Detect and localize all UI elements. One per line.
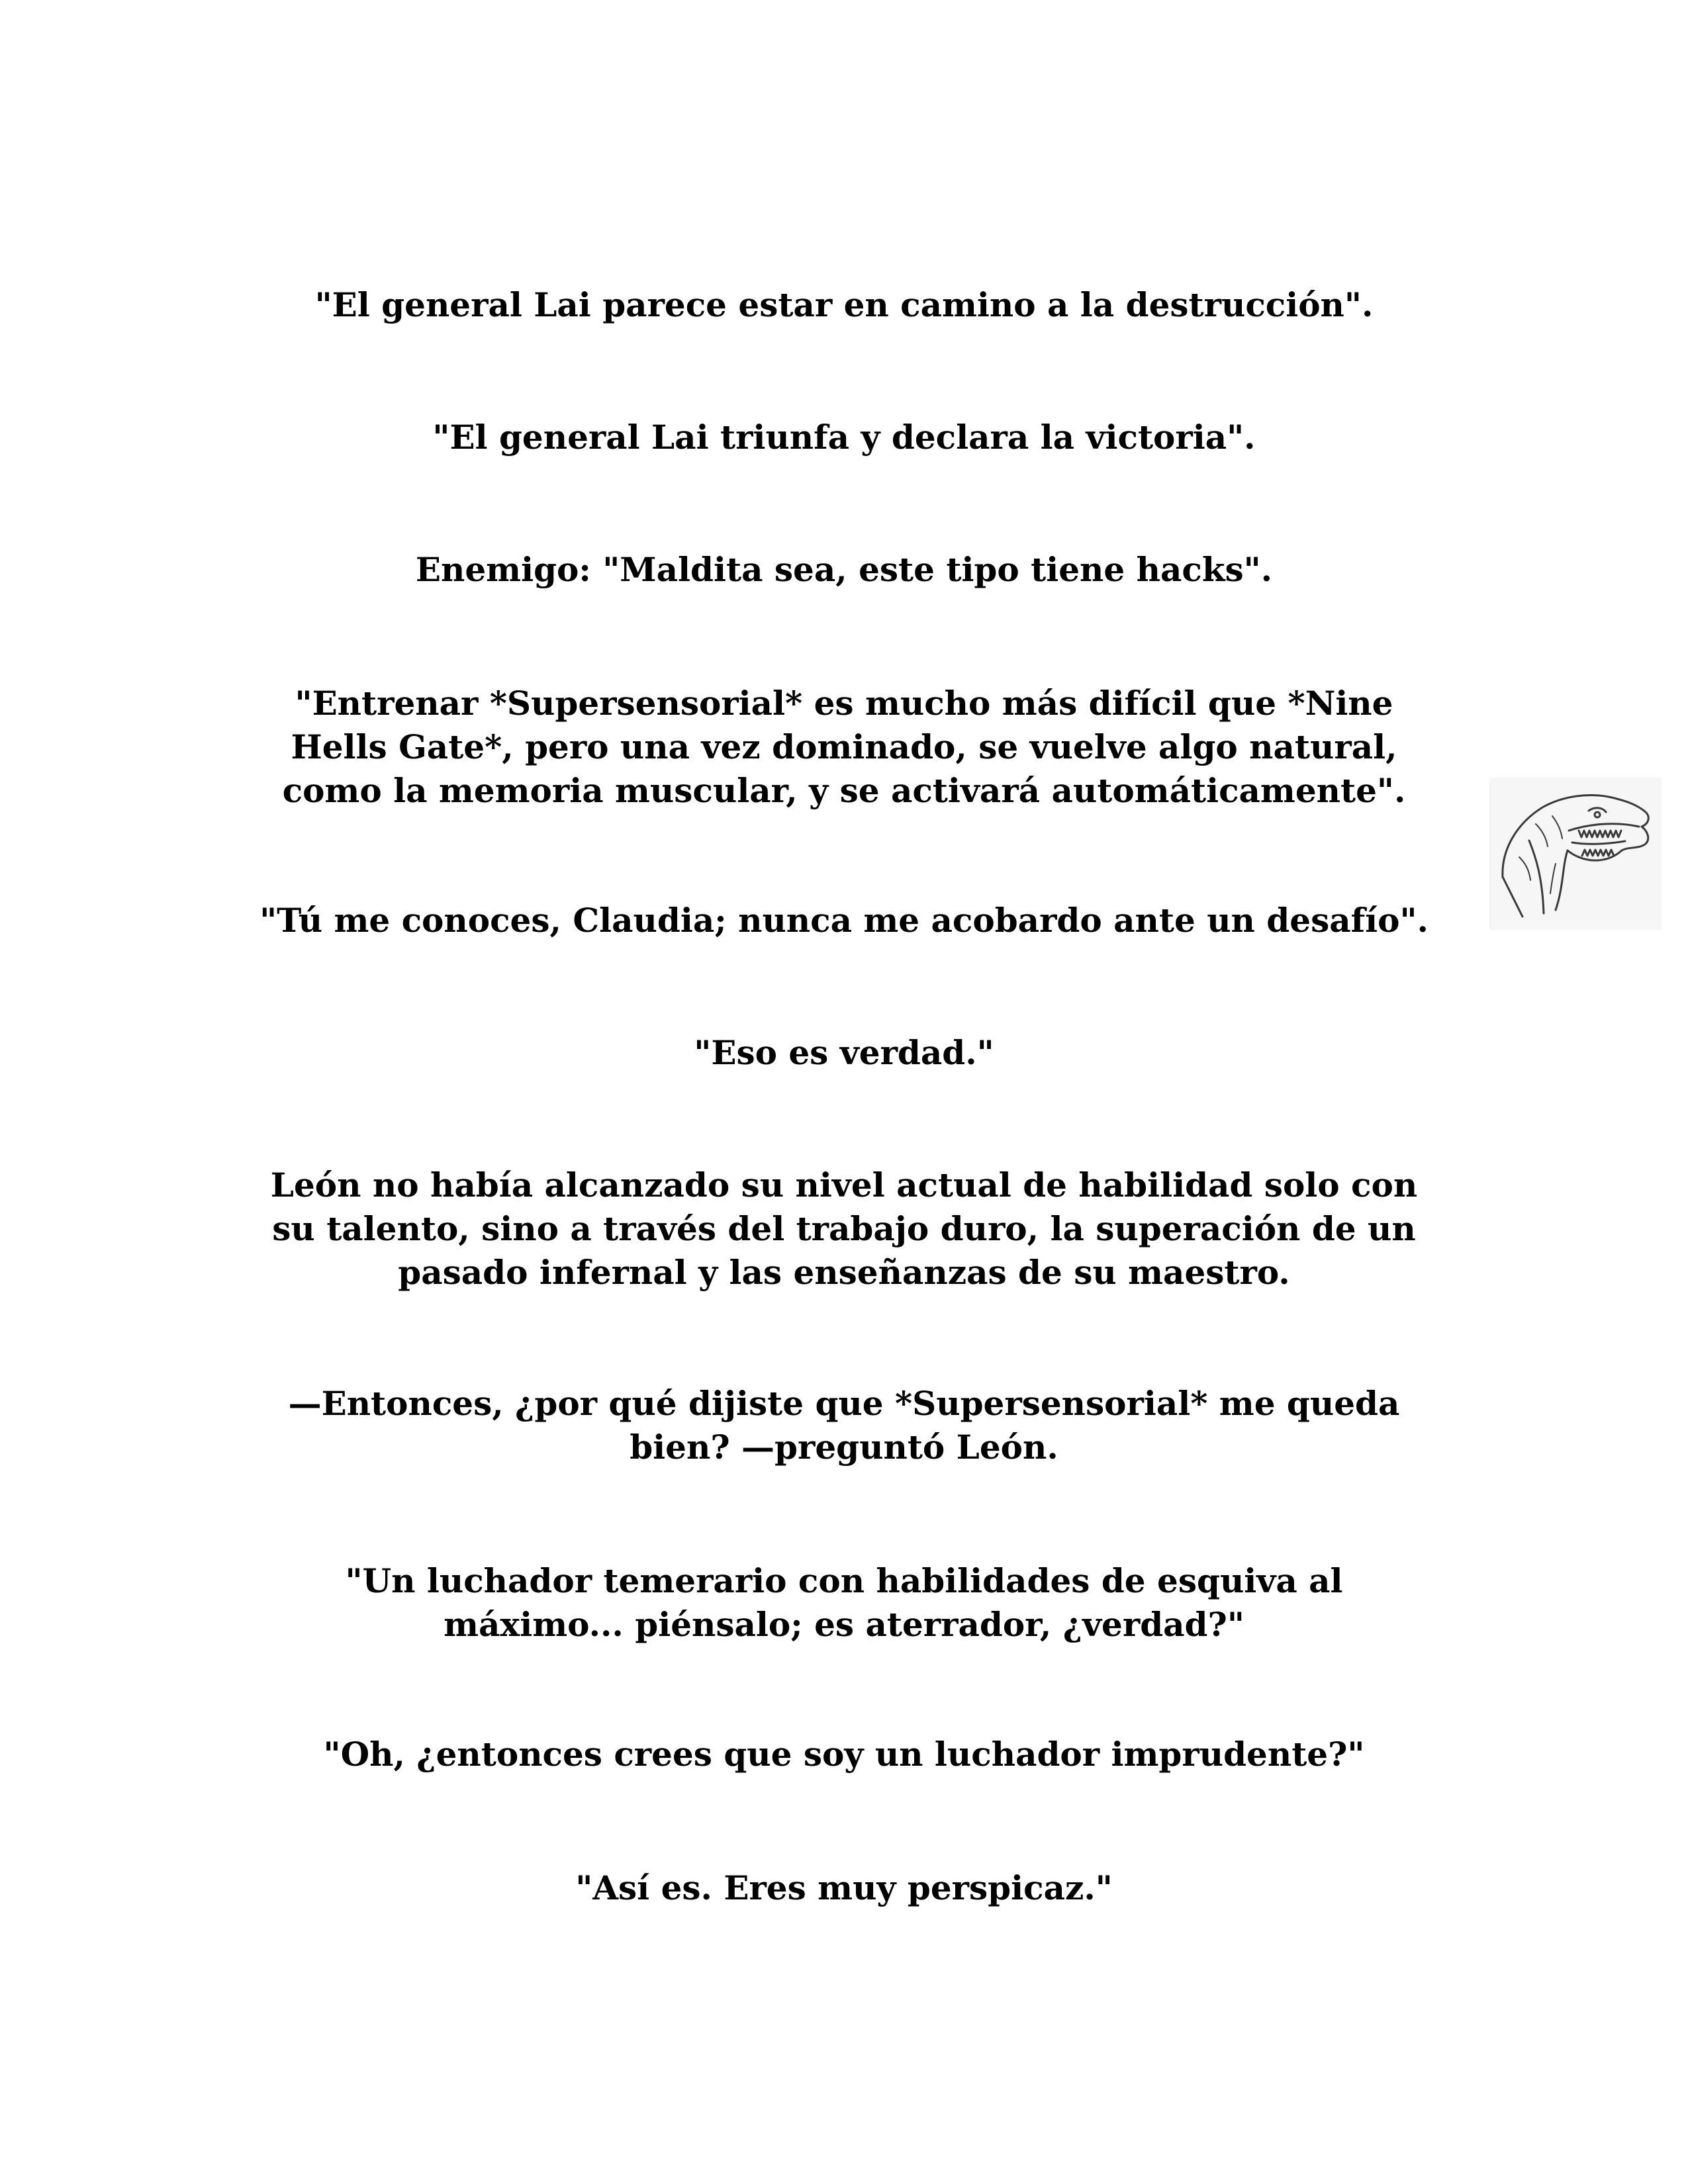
paragraph-8 [0, 1382, 1688, 1469]
text-line: "El general Lai parece estar en camino a la destrucción". [314, 285, 1374, 324]
text-line: pasado infernal y las enseñanzas de su maestro. [398, 1253, 1290, 1292]
text-line: Hells Gate*, pero una vez dominado, se vuelve algo natural, [291, 727, 1397, 766]
paragraph-2 [0, 416, 1688, 459]
text-line: "Entrenar *Supersensorial* es mucho más difícil que *Nine [295, 684, 1393, 723]
text-line: —Entonces, ¿por qué dijiste que *Supersensorial* me queda [288, 1384, 1400, 1423]
paragraph-3 [0, 548, 1688, 592]
text-line: "Oh, ¿entonces crees que soy un luchador imprudente?" [323, 1735, 1365, 1774]
paragraph-7 [0, 1163, 1688, 1295]
text-line: como la memoria muscular, y se activará automáticamente". [282, 771, 1406, 810]
text-line: "Un luchador temerario con habilidades de esquiva al [345, 1561, 1343, 1600]
text-line: su talento, sino a través del trabajo duro, la superación de un [272, 1209, 1416, 1248]
paragraph-5 [0, 899, 1688, 942]
paragraph-6 [0, 1031, 1688, 1075]
paragraph-4 [0, 682, 1688, 813]
text-line: "Así es. Eres muy perspicaz." [575, 1868, 1113, 1907]
text-line: León no había alcanzado su nivel actual de habilidad solo con [270, 1165, 1418, 1205]
dinosaur-head-sketch-icon [1489, 778, 1662, 930]
text-line: bien? —preguntó León. [630, 1428, 1058, 1467]
text-line: "Tú me conoces, Claudia; nunca me acobardo ante un desafío". [259, 901, 1429, 940]
text-line: "Eso es verdad." [694, 1033, 994, 1072]
text-line: "El general Lai triunfa y declara la victoria". [432, 418, 1256, 457]
text-line: máximo... piénsalo; es aterrador, ¿verdad?" [444, 1605, 1244, 1644]
paragraph-1 [0, 283, 1688, 327]
text-line: Enemigo: "Maldita sea, este tipo tiene hacks". [415, 550, 1273, 589]
paragraph-10 [0, 1733, 1688, 1776]
paragraph-11 [0, 1866, 1688, 1910]
paragraph-9 [0, 1559, 1688, 1647]
